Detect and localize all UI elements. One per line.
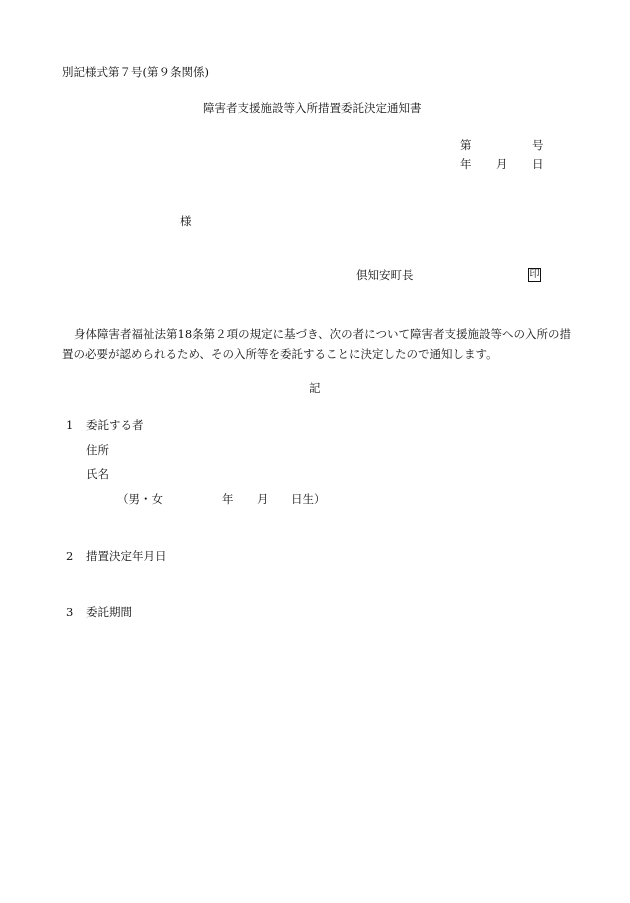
- item-3-label: 委託期間: [86, 605, 132, 619]
- addressee-suffix: 様: [180, 214, 192, 228]
- date-month: 月: [496, 157, 508, 171]
- document-title: 障害者支援施設等入所措置委託決定通知書: [203, 101, 422, 115]
- item-1-label: 委託する者: [86, 418, 144, 432]
- date-year: 年: [460, 157, 472, 171]
- date-day: 日: [532, 157, 544, 171]
- name-label: 氏名: [86, 467, 109, 481]
- address-label: 住所: [86, 443, 109, 457]
- form-id: 別記様式第７号(第９条関係): [62, 65, 209, 79]
- issuer-name: 倶知安町長: [356, 268, 414, 282]
- item-3-number: 3: [66, 605, 74, 619]
- ki-heading: 記: [309, 381, 321, 395]
- birth-year: 年: [222, 492, 234, 506]
- doc-number-prefix: 第: [460, 138, 472, 152]
- seal-mark: 印: [529, 269, 540, 280]
- item-2-label: 措置決定年月日: [86, 549, 167, 563]
- item-1-number: 1: [66, 418, 74, 432]
- doc-number-suffix: 号: [532, 138, 544, 152]
- birth-month: 月: [257, 492, 269, 506]
- item-2-number: 2: [66, 549, 74, 563]
- body-paragraph: 身体障害者福祉法第18条第２項の規定に基づき、次の者について障害者支援施設等への入所の措置の必要が認められるため、その入所等を委託することに決定したので通知します。: [62, 327, 571, 361]
- sex-field: （男・女: [117, 492, 163, 506]
- birth-day: 日生）: [291, 492, 326, 506]
